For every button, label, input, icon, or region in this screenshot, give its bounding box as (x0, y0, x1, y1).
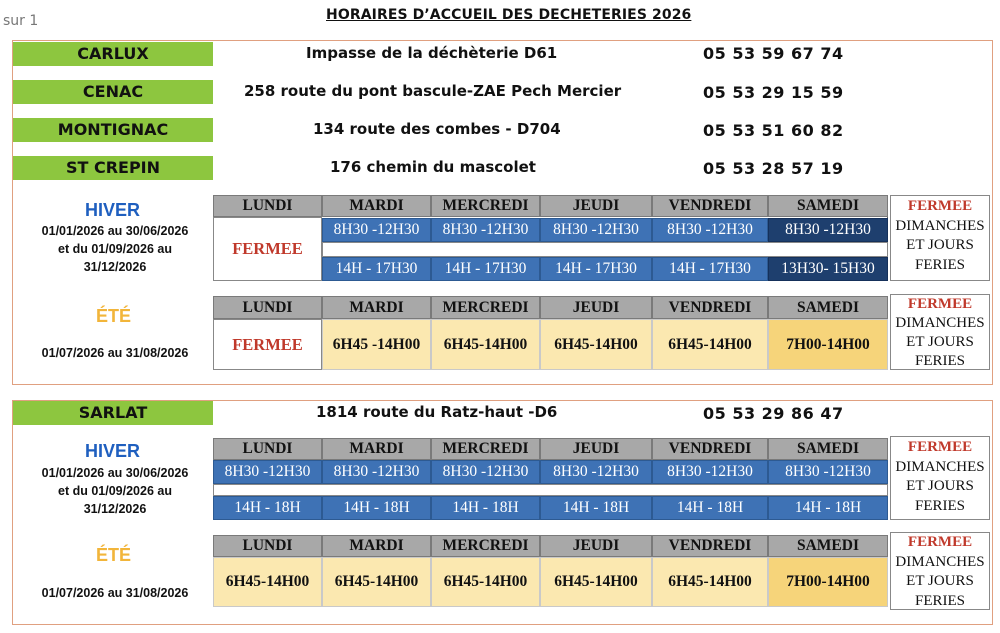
hours-afternoon-mardi: 14H - 18H (322, 496, 431, 520)
closed-note-line: FERIES (914, 353, 965, 369)
hours-morning-mercredi: 8H30 -12H30 (431, 218, 540, 242)
day-header-mercredi: MERCREDI (431, 195, 540, 217)
closed-note-title: FERMEE (907, 198, 973, 214)
hours-afternoon-mardi: 14H - 17H30 (322, 257, 431, 281)
day-header-samedi: SAMEDI (768, 438, 888, 460)
closed-note-line: FERIES (914, 592, 965, 609)
season-dates-ete: 01/07/2026 au 31/08/2026 (41, 346, 189, 360)
lundi-fermee: FERMEE (213, 319, 322, 370)
season-label-ete: ÉTÉ (96, 545, 132, 565)
day-header-jeudi: JEUDI (540, 438, 652, 460)
site-phone-cenac: 05 53 29 15 59 (703, 83, 844, 102)
spacer-row (213, 484, 888, 496)
closed-note-ete-group-1 (890, 294, 990, 370)
day-header-mardi: MARDI (322, 296, 431, 319)
hours-ete-vendredi: 6H45-14H00 (652, 319, 768, 370)
site-name-carlux: CARLUX (13, 42, 213, 66)
hours-ete-samedi: 7H00-14H00 (768, 557, 888, 607)
day-header-vendredi: VENDREDI (652, 438, 768, 460)
hours-ete-vendredi: 6H45-14H00 (652, 557, 768, 607)
spacer-row (322, 242, 888, 257)
hours-ete-jeudi: 6H45-14H00 (540, 319, 652, 370)
season-dates-hiver (18, 464, 212, 518)
site-phone-sarlat: 05 53 29 86 47 (703, 404, 844, 423)
site-phone-montignac: 05 53 51 60 82 (703, 121, 844, 140)
hours-morning-mardi: 8H30 -12H30 (322, 218, 431, 242)
hours-afternoon-samedi: 14H - 18H (768, 496, 888, 520)
closed-note-line: DIMANCHES (895, 553, 985, 570)
closed-note-line: ET JOURS (906, 334, 974, 350)
hours-morning-mercredi: 8H30 -12H30 (431, 460, 540, 484)
closed-note-title: FERMEE (907, 296, 973, 312)
closed-note-line: ET JOURS (906, 237, 974, 253)
hours-afternoon-jeudi: 14H - 18H (540, 496, 652, 520)
hours-afternoon-lundi: 14H - 18H (213, 496, 322, 520)
hours-afternoon-jeudi: 14H - 17H30 (540, 257, 652, 281)
dates-line: 31/12/2026 (83, 502, 147, 516)
day-header-mercredi: MERCREDI (431, 438, 540, 460)
closed-note-line: FERIES (914, 256, 965, 273)
hours-morning-vendredi: 8H30 -12H30 (652, 460, 768, 484)
day-header-mercredi: MERCREDI (431, 535, 540, 557)
season-label-hiver: HIVER (85, 200, 141, 220)
closed-note-line: FERIES (914, 497, 965, 514)
site-address-montignac: 134 route des combes - D704 (313, 120, 561, 138)
hours-ete-mardi: 6H45 -14H00 (322, 319, 431, 370)
hours-morning-jeudi: 8H30 -12H30 (540, 218, 652, 242)
day-header-lundi: LUNDI (213, 535, 322, 557)
season-dates-ete: 01/07/2026 au 31/08/2026 (41, 586, 189, 600)
day-header-vendredi: VENDREDI (652, 535, 768, 557)
site-phone-st-crepin: 05 53 28 57 19 (703, 159, 844, 178)
day-header-vendredi: VENDREDI (652, 296, 768, 319)
site-phone-carlux: 05 53 59 67 74 (703, 44, 844, 63)
hours-morning-vendredi: 8H30 -12H30 (652, 218, 768, 242)
day-header-lundi: LUNDI (213, 296, 322, 319)
hours-ete-mercredi: 6H45-14H00 (431, 557, 540, 607)
hours-ete-jeudi: 6H45-14H00 (540, 557, 652, 607)
season-dates-hiver (18, 222, 212, 276)
hours-afternoon-mercredi: 14H - 18H (431, 496, 540, 520)
closed-note-line: ET JOURS (906, 478, 974, 494)
site-address-cenac: 258 route du pont bascule-ZAE Pech Mercier (244, 82, 622, 100)
hours-afternoon-samedi: 13H30- 15H30 (768, 257, 888, 281)
day-header-samedi: SAMEDI (768, 296, 888, 319)
day-header-mardi: MARDI (322, 438, 431, 460)
hours-afternoon-vendredi: 14H - 18H (652, 496, 768, 520)
hours-ete-mercredi: 6H45-14H00 (431, 319, 540, 370)
closed-note-line: DIMANCHES (895, 315, 985, 331)
day-header-samedi: SAMEDI (768, 195, 888, 217)
closed-note-ete-sarlat (890, 532, 990, 610)
hours-morning-samedi: 8H30 -12H30 (768, 218, 888, 242)
hours-ete-lundi: 6H45-14H00 (213, 557, 322, 607)
day-header-vendredi: VENDREDI (652, 195, 768, 217)
closed-note-line: ET JOURS (906, 573, 974, 589)
day-header-jeudi: JEUDI (540, 195, 652, 217)
day-header-jeudi: JEUDI (540, 535, 652, 557)
day-header-lundi: LUNDI (213, 438, 322, 460)
hours-morning-lundi: 8H30 -12H30 (213, 460, 322, 484)
hours-afternoon-mercredi: 14H - 17H30 (431, 257, 540, 281)
hours-ete-mardi: 6H45-14H00 (322, 557, 431, 607)
day-header-samedi: SAMEDI (768, 535, 888, 557)
site-name-sarlat: SARLAT (13, 401, 213, 425)
closed-note-hiver-group-1 (890, 195, 990, 281)
closed-note-title: FERMEE (907, 439, 973, 455)
day-header-jeudi: JEUDI (540, 296, 652, 319)
lundi-fermee: FERMEE (213, 217, 322, 281)
site-name-montignac: MONTIGNAC (13, 118, 213, 142)
season-label-hiver: HIVER (85, 441, 141, 461)
hours-morning-mardi: 8H30 -12H30 (322, 460, 431, 484)
day-header-mercredi: MERCREDI (431, 296, 540, 319)
dates-line: 31/12/2026 (83, 260, 147, 274)
site-address-sarlat: 1814 route du Ratz-haut -D6 (316, 403, 558, 421)
site-address-st-crepin: 176 chemin du mascolet (330, 158, 536, 176)
dates-line: 01/01/2026 au 30/06/2026 (41, 466, 189, 480)
hours-afternoon-vendredi: 14H - 17H30 (652, 257, 768, 281)
closed-note-hiver-sarlat (890, 436, 990, 520)
day-header-mardi: MARDI (322, 535, 431, 557)
hours-ete-samedi: 7H00-14H00 (768, 319, 888, 370)
hours-morning-jeudi: 8H30 -12H30 (540, 460, 652, 484)
dates-line: 01/01/2026 au 30/06/2026 (41, 224, 189, 238)
season-label-ete: ÉTÉ (96, 306, 132, 326)
closed-note-line: DIMANCHES (895, 458, 985, 475)
closed-note-title: FERMEE (907, 534, 973, 550)
closed-note-line: DIMANCHES (895, 217, 985, 234)
dates-line: et du 01/09/2026 au (58, 242, 172, 256)
site-name-st-crepin: ST CREPIN (13, 156, 213, 180)
hours-morning-samedi: 8H30 -12H30 (768, 460, 888, 484)
day-header-lundi: LUNDI (213, 195, 322, 217)
site-name-cenac: CENAC (13, 80, 213, 104)
site-address-carlux: Impasse de la déchèterie D61 (306, 44, 558, 62)
day-header-mardi: MARDI (322, 195, 431, 217)
dates-line: et du 01/09/2026 au (58, 484, 172, 498)
page-title: HORAIRES D’ACCUEIL DES DECHETERIES 2026 (326, 7, 692, 23)
page-label: sur 1 (3, 13, 39, 29)
